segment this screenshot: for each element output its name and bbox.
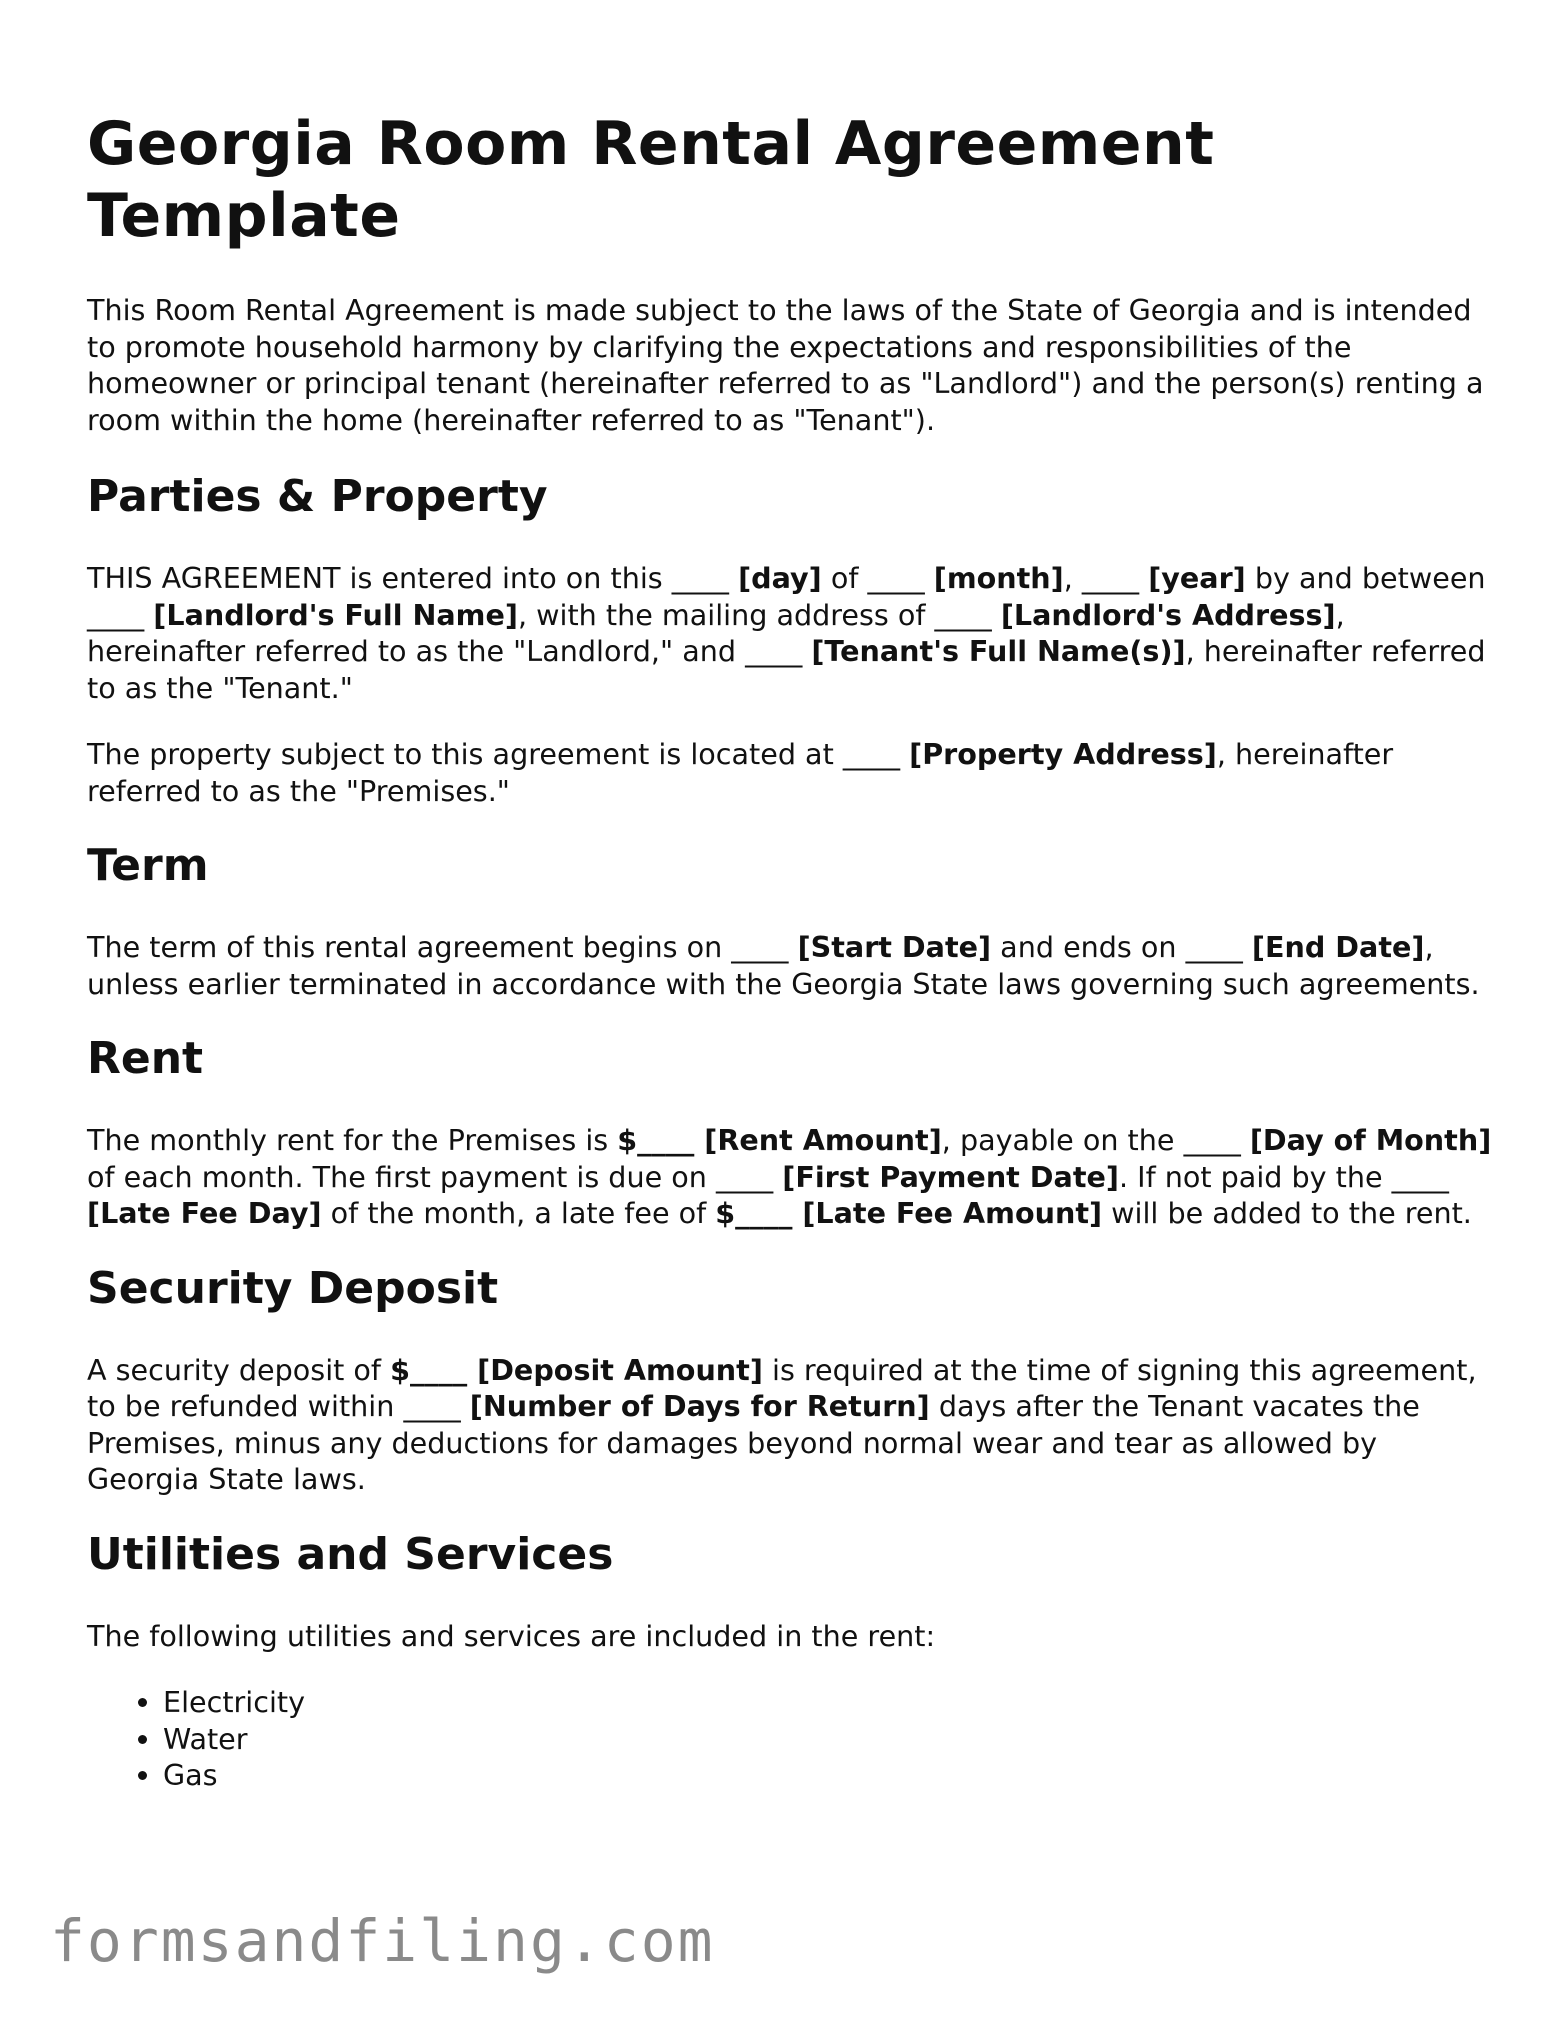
section-heading-rent: Rent — [87, 1033, 204, 1084]
intro-paragraph: This Room Rental Agreement is made subject to the laws of the State of Georgia and is intended to promote household harmony by clarifying the expectations and responsibilities of the homeowner or principal tenant (hereinafter referred to as "Landlord") and the person(s) renting a room within the home (hereinafter referred to as "Tenant"). — [87, 293, 1484, 437]
field-tenant-name: [Tenant's Full Name(s)] — [811, 634, 1186, 668]
list-item: • Gas — [163, 1757, 1497, 1794]
field-late-fee-day: [Late Fee Day] — [87, 1196, 322, 1230]
term-paragraph: The term of this rental agreement begins on ____ [Start Date] and ends on ____ [End Date], unless earlier terminated in accordance with the Georgia State laws governing such agreements. — [87, 930, 1480, 1001]
field-year: [year] — [1148, 561, 1246, 595]
utilities-intro: The following utilities and services are included in the rent: — [87, 1618, 936, 1653]
section-parties-property — [87, 470, 1497, 809]
rent-paragraph: The monthly rent for the Premises is $____ [Rent Amount], payable on the ____ [Day of Month] of each month. The first payment is due on ____ [First Payment Date]. If not paid by the ____ [Late Fee Day] of the month, a late fee of $____ [Late Fee Amount] will be added to the rent. — [87, 1123, 1492, 1230]
property-paragraph: The property subject to this agreement is located at ____ [Property Address], hereinafter referred to as the "Premises." — [87, 737, 1394, 808]
section-rent — [87, 1032, 1497, 1232]
field-month: [month] — [933, 561, 1064, 595]
field-landlord-address: [Landlord's Address] — [1000, 597, 1336, 632]
section-utilities — [87, 1528, 1497, 1794]
section-heading-deposit: Security Deposit — [87, 1262, 499, 1314]
field-deposit-amount: $____ [Deposit Amount] — [390, 1352, 763, 1387]
field-return-days: [Number of Days for Return] — [469, 1389, 930, 1423]
section-heading-utilities: Utilities and Services — [87, 1528, 614, 1580]
deposit-paragraph: A security deposit of $____ [Deposit Amount] is required at the time of signing this agreement, to be refunded within ____ [Number of Days for Return] days after the Tenant vacates the Premises, minus any deductions for damages beyond normal wear and tear as allowed by Georgia State laws. — [87, 1352, 1477, 1496]
list-item: • Water — [163, 1721, 1497, 1758]
page-title: Georgia Room Rental Agreement Template — [87, 109, 1215, 251]
utilities-list — [87, 1684, 1497, 1794]
section-heading-term: Term — [87, 840, 209, 891]
field-start-date: [Start Date] — [797, 930, 992, 964]
section-security-deposit — [87, 1262, 1497, 1498]
parties-paragraph: THIS AGREEMENT is entered into on this ____ [day] of ____ [month], ____ [year] by and between ____ [Landlord's Full Name], with the mailing address of ____ [Landlord's Address], hereinafter referred to as the "Landlord," and ____ [Tenant's Full Name(s)], hereinafter referred to as the "Tenant." — [87, 561, 1486, 705]
field-day: [day] — [738, 561, 822, 595]
field-rent-amount: $____ [Rent Amount] — [617, 1123, 942, 1157]
section-term — [87, 839, 1497, 1002]
field-end-date: [End Date] — [1251, 930, 1425, 964]
field-late-fee-amount: $____ [Late Fee Amount] — [715, 1196, 1103, 1230]
document-page — [87, 108, 1497, 1818]
list-item: • Electricity — [163, 1684, 1497, 1721]
field-landlord-name: [Landlord's Full Name] — [153, 597, 518, 632]
field-property-address: [Property Address] — [909, 737, 1217, 771]
watermark: formsandfiling.com — [50, 1907, 715, 1975]
field-day-of-month: [Day of Month] — [1249, 1123, 1492, 1157]
field-first-payment-date: [First Payment Date] — [782, 1159, 1119, 1194]
section-heading-parties: Parties & Property — [87, 471, 548, 522]
